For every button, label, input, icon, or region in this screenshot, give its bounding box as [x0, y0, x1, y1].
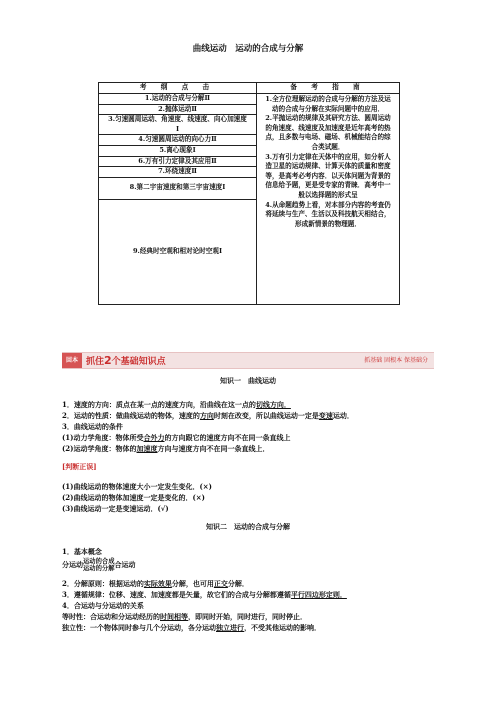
k1-line-3: 3．曲线运动的条件 — [62, 422, 123, 431]
outline-table — [98, 82, 400, 305]
judge-label: [判断正误] — [62, 462, 97, 471]
outline-row: 9.经典时空观和相对论时空观Ⅰ — [99, 199, 257, 304]
k2-line-3: 3．遵循规律：位移、速度、加速度都是矢量，故它们的合成与分解都遵循平行四边形定则． — [62, 590, 347, 599]
k1-line-5: (2)运动学角度：物体的加速度方向与速度方向不在同一条直线上． — [62, 444, 270, 453]
k2-line-4: 4．合运动与分运动的关系 — [62, 601, 144, 610]
section-banner — [62, 352, 434, 369]
judge-item-2: (2)曲线运动的物体加速度一定是变化的．(×) — [62, 493, 205, 502]
outline-row: 2.抛体运动Ⅱ — [99, 104, 257, 115]
page-title: 曲线运动 运动的合成与分解 — [192, 44, 304, 54]
k1-line-1: 1．速度的方向：质点在某一点的速度方向，沿曲线在这一点的切线方向． — [62, 400, 291, 409]
k1-line-2: 2．运动的性质：做曲线运动的物体，速度的方向时刻在改变，所以曲线运动一定是变速运动． — [62, 411, 354, 420]
k1-line-4: (1)动力学角度：物体所受合外力的方向跟它的速度方向不在同一条直线上 — [62, 433, 291, 442]
outline-row: 4.匀速圆周运动的向心力Ⅱ — [99, 135, 257, 146]
banner-title: 抓住2个基础知识点 — [86, 354, 166, 367]
k2-line-6: 独立性：一个物体同时参与几个分运动，各分运动独立进行，不受其他运动的影响． — [62, 623, 321, 632]
k2-line-5: 等时性：合运动和分运动经历的时间相等，即同时开始，同时进行，同时停止． — [62, 612, 307, 621]
guide-text: 1.全方位理解运动的合成与分解的方法及运动的合成与分解在实际问题中的应用． 2.平抛运动的规律及其研究方法、圆周运动的角速度、线速度及加速度是近年高考的热点，且多数与电场、磁场、机械能结合的综合类试题． 3.万有引力定律在天体中的应用，如分析人造卫星的运动规律、计算天体的质量和密度等，是高考必考内容．以天体问题为背景的信息给予题，更是受专家的青睐．高考中一般以选择题的形式呈 4.从命题趋势上看，对本部分内容的考查仍将延续与生产、生活以及科技航天相结合，形成新情景的物理题． — [265, 95, 391, 228]
outline-row: 7.环绕速度Ⅱ — [99, 167, 257, 178]
k2-line-2: 2．分解原则：根据运动的实际效果分解，也可用正交分解． — [62, 579, 249, 588]
table-header-right: 备 考 指 南 — [257, 83, 400, 94]
outline-row: 3.匀速圆周运动、角速度、线速度、向心加速度 Ⅰ — [99, 115, 257, 135]
outline-row: 5.离心现象Ⅰ — [99, 145, 257, 156]
guide-cell — [257, 94, 400, 305]
judge-item-3: (3)曲线运动一定是变速运动．(√) — [62, 504, 169, 513]
judge-item-1: (1)曲线运动的物体速度大小一定发生变化．(×) — [62, 482, 212, 491]
section-heading-1: 知识一 曲线运动 — [220, 376, 276, 385]
outline-row: 6.万有引力定律及其应用Ⅱ — [99, 156, 257, 167]
outline-row: 8.第二宇宙速度和第三宇宙速度Ⅰ — [99, 177, 257, 199]
banner-subtitle: 抓基础 固根本 保基础分 — [364, 357, 428, 364]
concept-diagram: 分运动运动的合成 运动的分解合运动 — [62, 558, 136, 572]
table-header-left: 考 纲 点 击 — [99, 83, 257, 94]
banner-tag: 回本 — [62, 353, 82, 368]
outline-row: 1.运动的合成与分解Ⅱ — [99, 94, 257, 105]
section-heading-2: 知识二 运动的合成与分解 — [206, 522, 290, 531]
k2-line-1: 1．基本概念 — [62, 547, 102, 556]
